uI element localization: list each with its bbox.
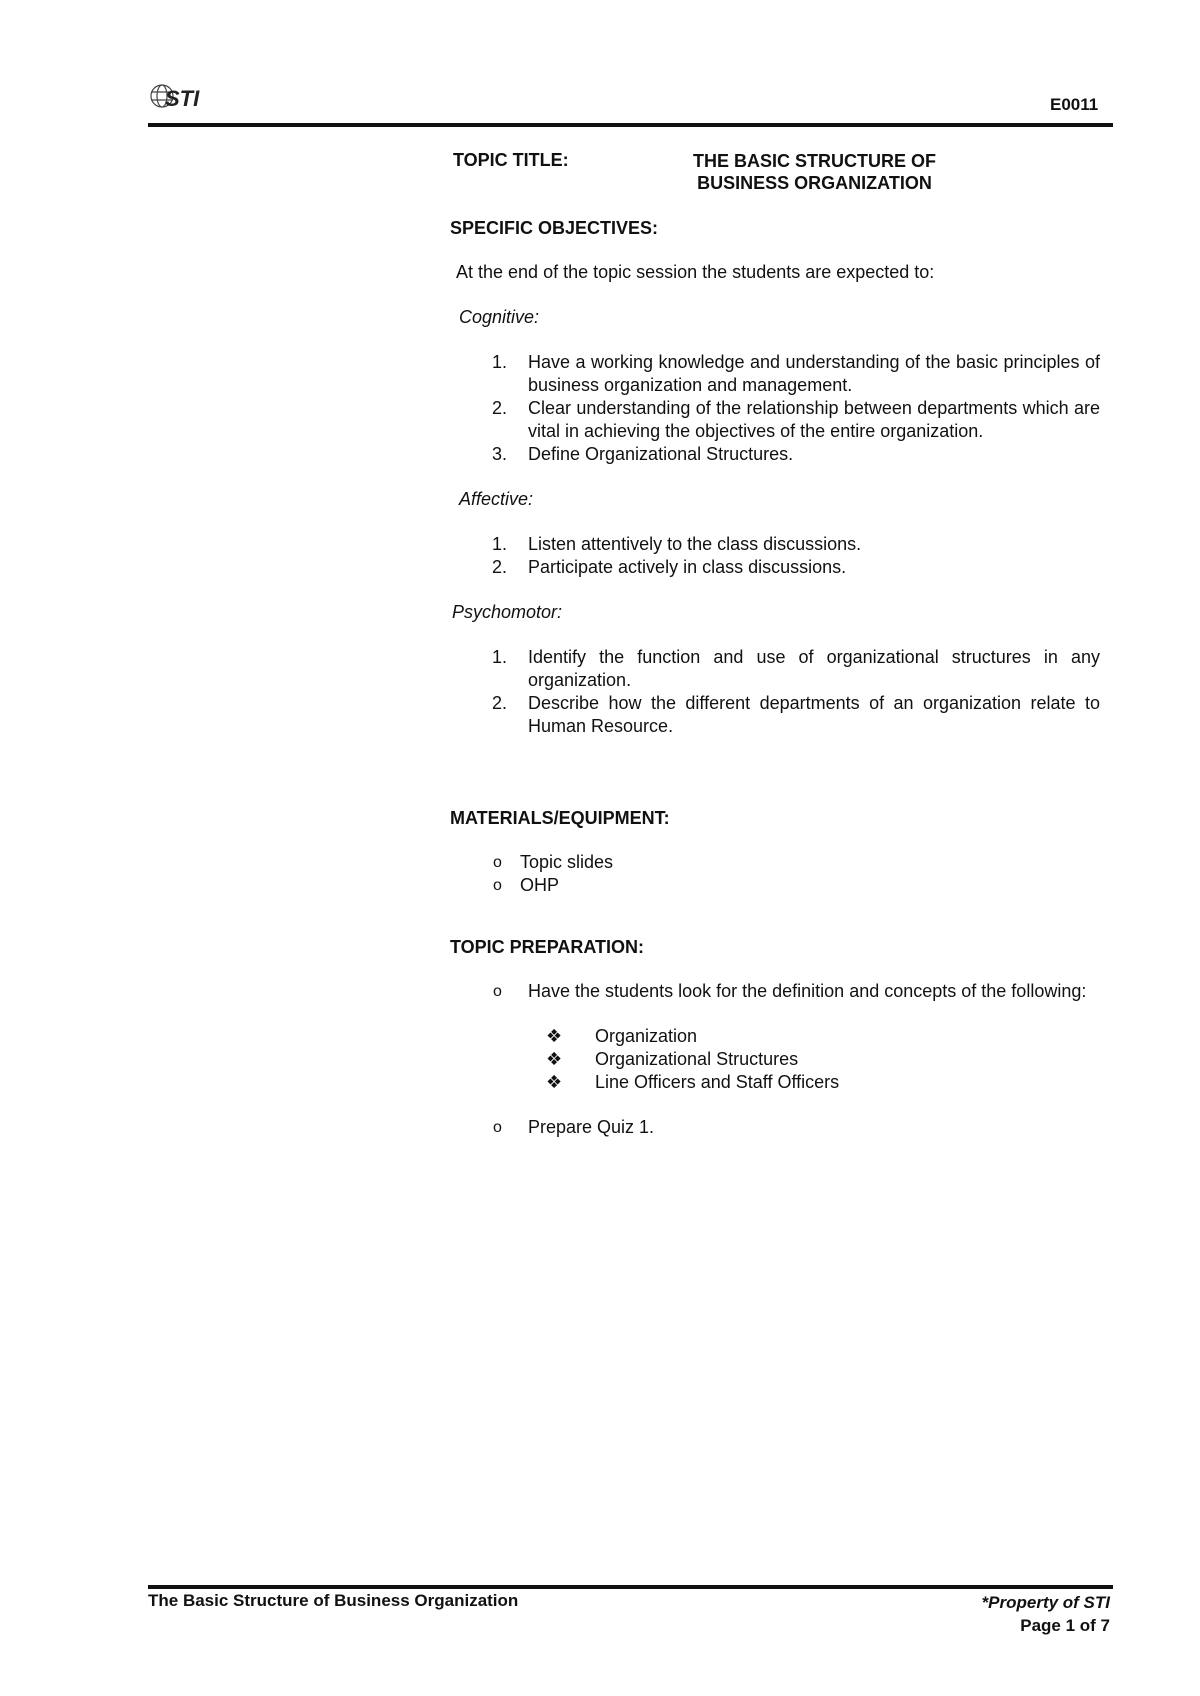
diamond-bullet-icon: ❖ [546,1072,563,1092]
document-code: E0011 [1050,95,1099,114]
page-number: Page 1 of 7 [1020,1616,1110,1635]
topic-title-row [450,150,1100,196]
list-item: 3. Define Organizational Structures. [492,444,794,464]
footer-title: The Basic Structure of Business Organization [148,1591,519,1610]
materials-heading: MATERIALS/EQUIPMENT: [450,808,670,828]
list-item: o Prepare Quiz 1. [493,1117,655,1137]
objectives-intro: At the end of the topic session the students are expected to: [456,262,935,282]
logo-wordmark: STI [165,86,200,111]
preparation-list [450,980,1100,1003]
list-item: ❖ Organizational Structures [546,1049,799,1069]
cognitive-list [450,351,1100,466]
topic-title-line-2: BUSINESS ORGANIZATION [697,173,932,193]
affective-label: Affective: [459,489,534,509]
list-item: 2. Participate actively in class discussions. [492,557,847,577]
specific-objectives-heading: SPECIFIC OBJECTIVES: [450,218,659,238]
bullet-icon: o [493,983,502,1000]
diamond-bullet-icon: ❖ [546,1049,563,1069]
preparation-sub-list [450,1025,1100,1094]
footer-rule [148,1585,1113,1589]
list-item: 2. Clear understanding of the relationship between departments which are vital in achieving the objectives of the entire organization. [492,398,1100,441]
list-item: 1. Identify the function and use of organizational structures in any organization. [492,647,1100,690]
header-rule [148,123,1113,127]
psychomotor-label: Psychomotor: [452,602,563,622]
bullet-icon: o [493,1119,502,1136]
topic-title-value [672,150,957,194]
document-body [450,150,1100,1139]
list-item: ❖ Line Officers and Staff Officers [546,1072,840,1092]
bullet-icon: o [493,854,502,871]
topic-preparation-heading: TOPIC PREPARATION: [450,937,645,957]
footer-right [982,1591,1110,1637]
list-item: 1. Listen attentively to the class discussions. [492,534,862,554]
list-item: o Topic slides [493,852,614,872]
psychomotor-list [450,646,1100,738]
property-note: *Property of STI [981,1593,1110,1612]
list-item: ❖ Organization [546,1026,698,1046]
list-item: 2. Describe how the different departments of an organization relate to Human Resource. [492,693,1100,736]
materials-list [450,851,1100,897]
diamond-bullet-icon: ❖ [546,1026,563,1046]
list-item: o Have the students look for the definition and concepts of the following: [493,981,1087,1001]
preparation-list-2 [450,1116,1100,1139]
bullet-icon: o [493,877,502,894]
cognitive-label: Cognitive: [459,307,540,327]
topic-title-label: TOPIC TITLE: [453,150,569,170]
topic-title-line-1: THE BASIC STRUCTURE OF [693,151,936,171]
list-item: 1. Have a working knowledge and understanding of the basic principles of business organization and management. [492,352,1100,395]
sti-logo [148,80,214,114]
list-item: o OHP [493,875,560,895]
affective-list [450,533,1100,579]
